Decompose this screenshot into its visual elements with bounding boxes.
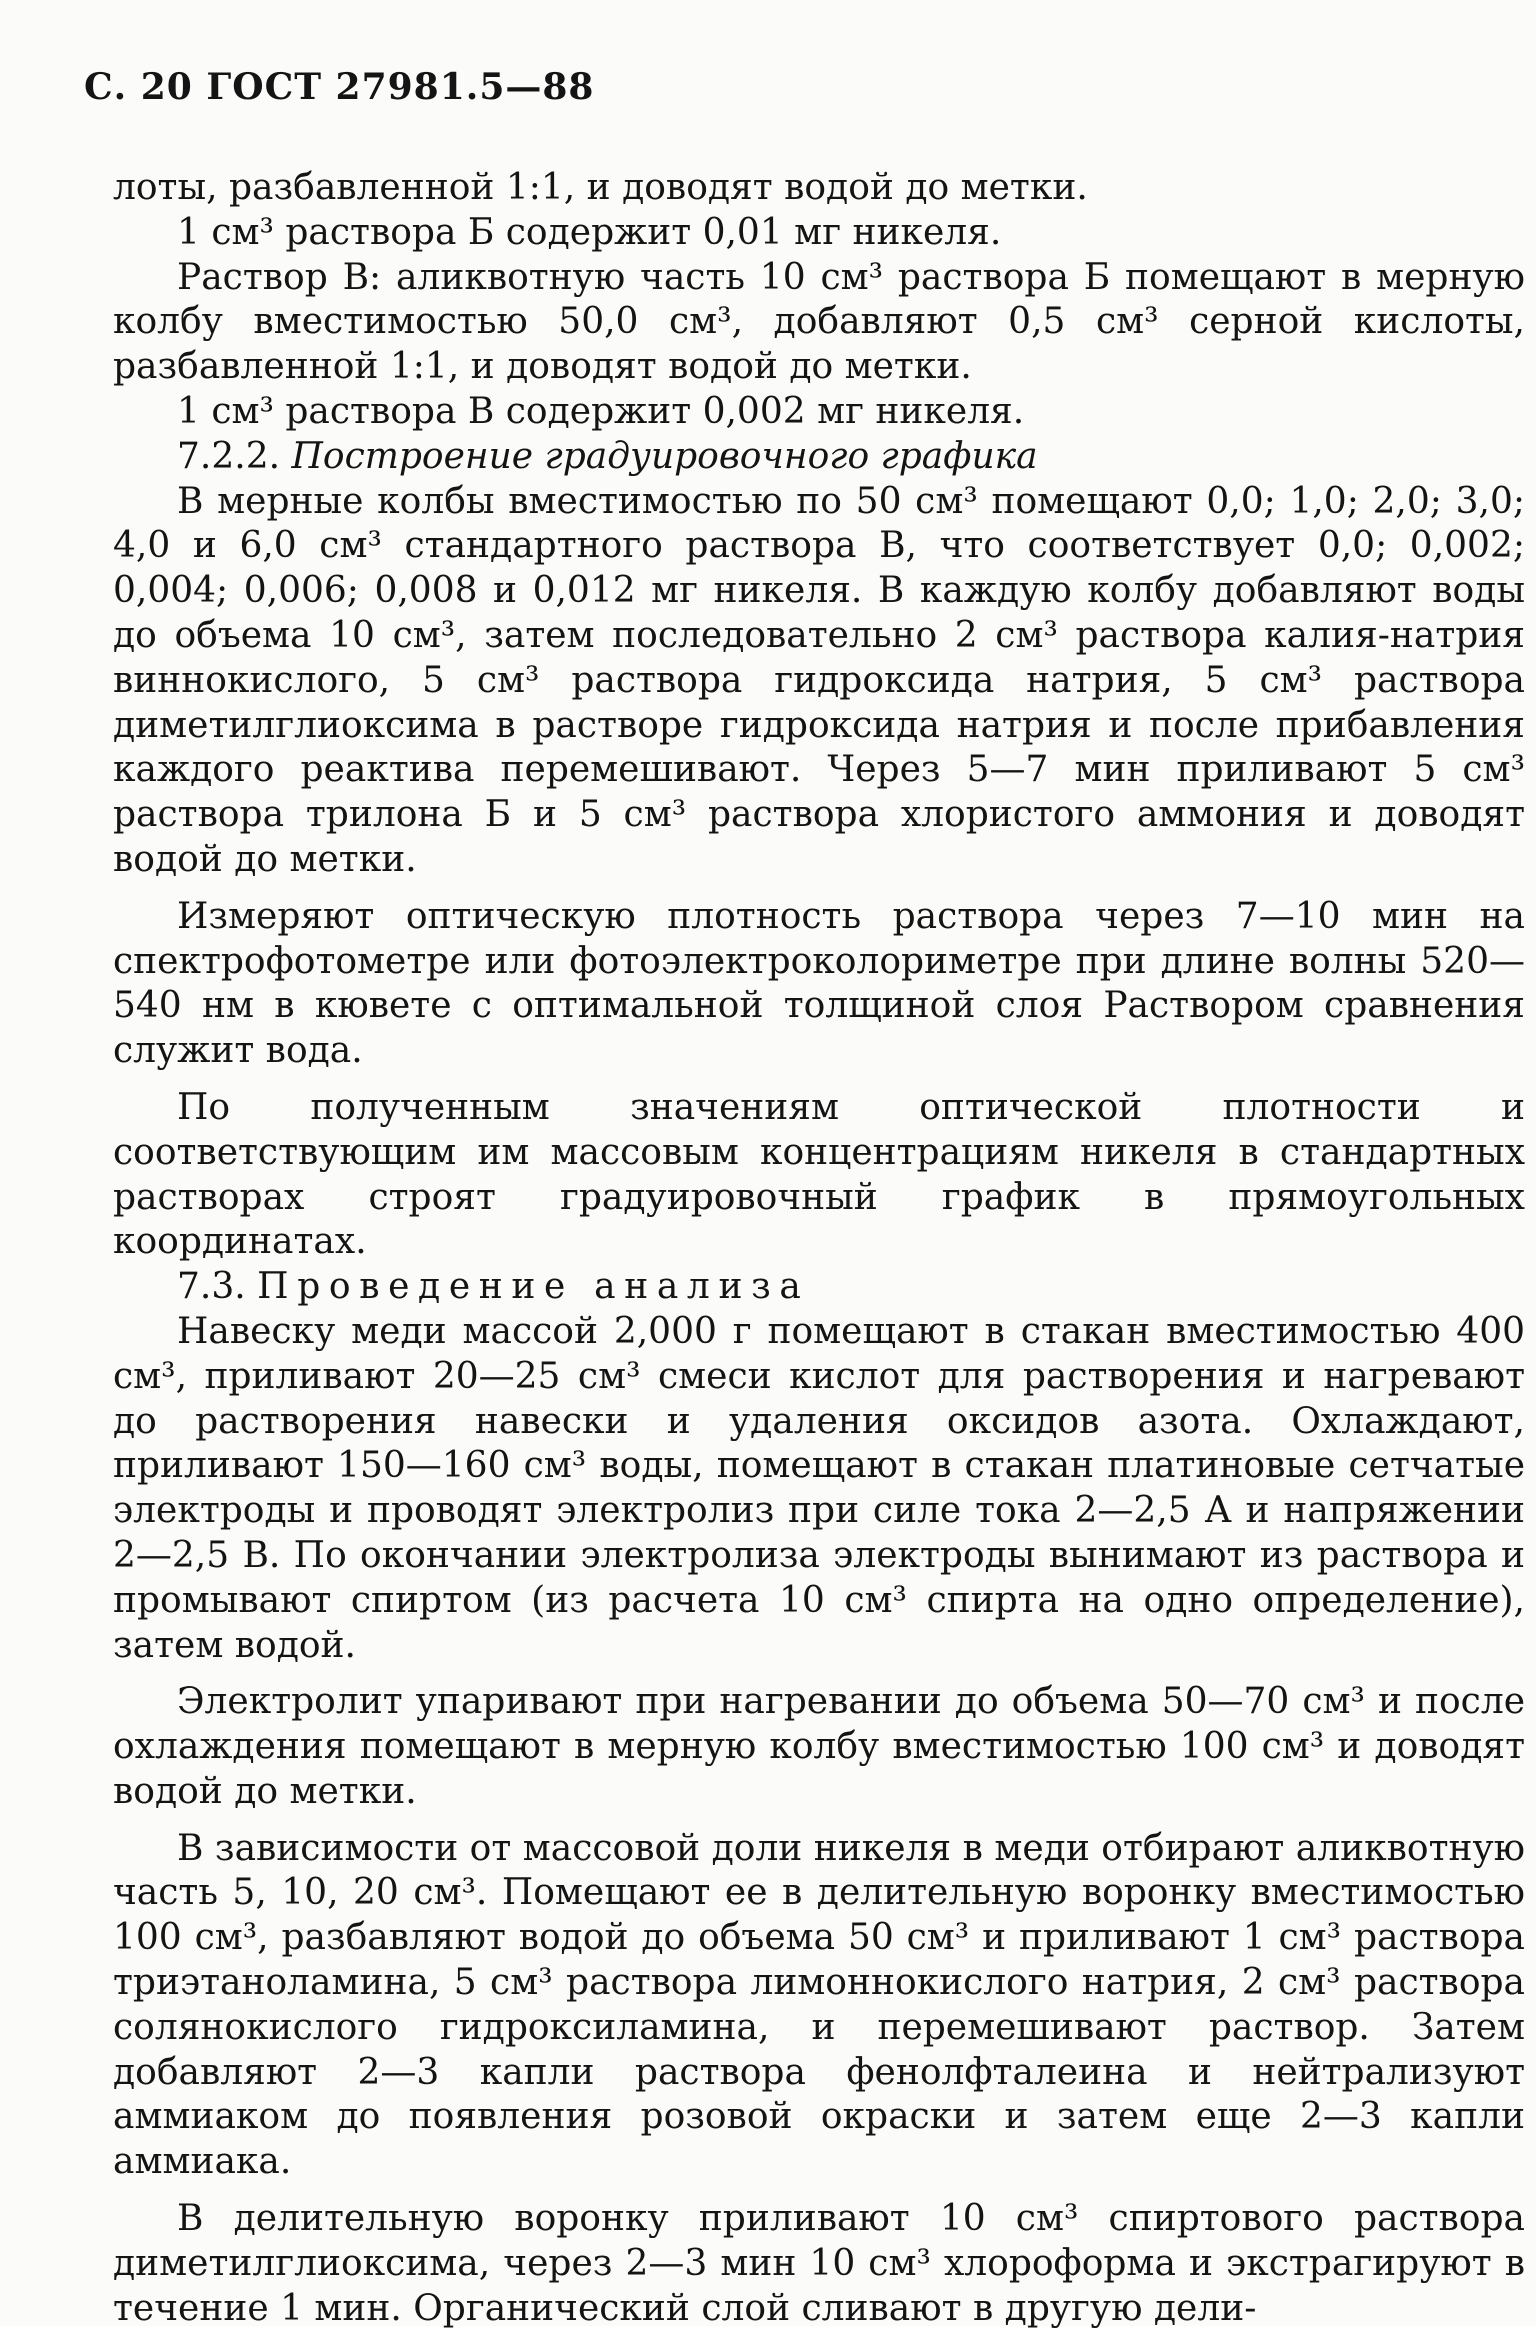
section-number: 7.3. [177,1266,246,1308]
paragraph-extraction: В делительную воронку приливают 10 см³ спиртового раствора диметилглиоксима, через 2—3 мин 10 см³ хлороформа и экстрагируют в течение 1 мин. Органический слой сливают в другую дели- [113,2198,1525,2329]
paragraph-solution-v: Раствор В: аликвотную часть 10 см³ раствора Б помещают в мерную колбу вместимостью 50,0 см³, добавляют 0,5 см³ серной кислоты, разбавленной 1:1, и доводят водой до метки. [113,256,1525,388]
paragraph-calibration-flasks: В мерные колбы вместимостью по 50 см³ помещают 0,0; 1,0; 2,0; 3,0; 4,0 и 6,0 см³ стандартного раствора В, что соответствует 0,0; 0,002; 0,004; 0,006; 0,008 и 0,012 мг никеля. В каждую колбу добавляют воды до объема 10 см³, затем последовательно 2 см³ раствора калия-натрия виннокислого, 5 см³ раствора гидроксида натрия, 5 см³ раствора диметилглиоксима в растворе гидроксида натрия и после прибавления каждого реактива перемешивают. Через 5—7 мин приливают 5 см³ раствора трилона Б и 5 см³ раствора хлористого аммония и доводят водой до метки. [113,480,1525,880]
paragraph-aliquot: В зависимости от массовой доли никеля в меди отбирают аликвотную часть 5, 10, 20 см³. Помещают ее в делительную воронку вместимостью 100 см³, разбавляют водой до объема 50 см³ и приливают 1 см³ раствора триэтаноламина, 5 см³ раствора лимоннокислого натрия, 2 см³ раствора солянокислого гидроксиламина, и перемешивают раствор. Затем добавляют 2—3 капли раствора фенолфталеина и нейтрализуют аммиаком до появления розовой окраски и затем еще 2—3 капли аммиака. [113,1827,1525,2183]
section-number: 7.2.2. [177,435,281,477]
paragraph-solution-b-content: 1 см³ раствора Б содержит 0,01 мг никеля. [177,211,1002,253]
page-header: С. 20 ГОСТ 27981.5—88 [84,66,595,108]
section-7-3-heading [113,1265,1525,1310]
paragraph-optical-density: Измеряют оптическую плотность раствора через 7—10 мин на спектрофотометре или фотоэлектроколориметре при длине волны 520—540 нм в кювете с оптимальной толщиной слоя Раствором сравнения служит вода. [113,895,1525,1072]
paragraph-electrolyte: Электролит упаривают при нагревании до объема 50—70 см³ и после охлаждения помещают в мерную колбу вместимостью 100 см³ и доводят водой до метки. [113,1681,1525,1812]
section-title: Проведение анализа [257,1266,810,1308]
section-7-2-2-heading [113,435,1525,480]
paragraph-solution-v-content: 1 см³ раствора В содержит 0,002 мг никеля. [177,390,1025,432]
paragraph-calibration-graph: По полученным значениям оптической плотности и соответствующим им массовым концентрациям никеля в стандартных растворах строят градуировочный график в прямоугольных координатах. [113,1086,1525,1263]
section-title: Построение градуировочного графика [291,435,1038,477]
paragraph-continuation: лоты, разбавленной 1:1, и доводят водой до метки. [113,167,1088,208]
body-text [113,166,1525,2331]
paragraph-sample-dissolution: Навеску меди массой 2,000 г помещают в стакан вместимостью 400 см³, приливают 20—25 см³ смеси кислот для растворения и нагревают до растворения навески и удаления оксидов азота. Охлаждают, приливают 150—160 см³ воды, помещают в стакан платиновые сетчатые электроды и проводят электролиз при силе тока 2—2,5 А и напряжении 2—2,5 В. По окончании электролиза электроды вынимают из раствора и промывают спиртом (из расчета 10 см³ спирта на одно определение), затем водой. [113,1310,1525,1666]
